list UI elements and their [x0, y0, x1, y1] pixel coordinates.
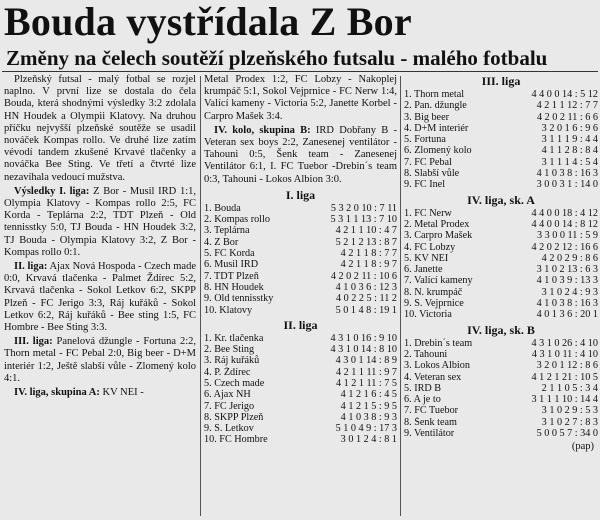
team-name: 8. N. krumpáč — [404, 286, 463, 298]
standings-table-liga-3 — [404, 89, 598, 191]
subheadline: Změny na čelech soutěží plzeňského futsalu - malého fotbalu — [6, 46, 548, 70]
team-name: 3. Lokos Albion — [404, 360, 470, 372]
team-name: 5. Fortuna — [404, 134, 446, 146]
table-row — [404, 100, 598, 111]
team-stats: 2 1 1 0 5 : 3 4 — [541, 382, 598, 394]
team-stats: 3 1 1 1 10 : 14 4 — [531, 394, 598, 406]
team-stats: 4 1 0 3 6 : 12 3 — [335, 281, 397, 293]
table-row — [204, 225, 397, 236]
team-name: 8. Slabší vůle — [404, 168, 460, 180]
table-row — [404, 383, 598, 394]
table-row — [404, 208, 598, 219]
team-stats: 4 3 1 0 16 : 9 10 — [330, 332, 397, 344]
team-name: 7. FC Tuebor — [404, 405, 459, 417]
table-row — [404, 349, 598, 360]
team-name: 4. P. Ždírec — [204, 366, 251, 378]
team-stats: 4 2 1 1 11 : 9 7 — [335, 366, 397, 378]
results-liga-2 — [4, 261, 196, 334]
team-stats: 3 1 0 2 13 : 6 3 — [536, 264, 598, 276]
table-row — [204, 423, 397, 434]
table-row — [404, 179, 598, 190]
results-label: III. liga: — [14, 336, 53, 348]
standings-table-liga-4a — [404, 208, 598, 321]
team-name: 4. D+M interiér — [404, 122, 469, 134]
team-name: 7. FC Pebal — [404, 156, 452, 168]
team-name: 9. FC Inel — [404, 179, 446, 191]
team-stats: 4 1 0 3 8 : 16 3 — [536, 298, 598, 310]
results-text: Panelová džungle - Fortuna 2:2, Thorn metal - FC Pebal 2:0, Big beer - D+M interiér 1:2, Ještě slabší vůle - Zlomený kolo 4:1. — [4, 336, 196, 384]
team-name: 1. Bouda — [204, 202, 241, 214]
table-row — [404, 405, 598, 416]
table-row — [204, 203, 397, 214]
article-column-1 — [4, 74, 196, 518]
team-stats: 5 0 1 4 8 : 19 1 — [335, 304, 397, 316]
table-row — [404, 372, 598, 383]
team-stats: 4 1 2 1 21 : 10 5 — [531, 371, 598, 383]
author-byline: (pap) — [571, 441, 594, 453]
table-row — [204, 333, 397, 344]
team-name: 9. S. Letkov — [204, 423, 254, 435]
standings-table-liga-1 — [204, 203, 397, 316]
team-name: 9. Ventilátor — [404, 428, 455, 440]
team-stats: 3 0 0 3 1 : 14 0 — [536, 179, 598, 191]
table-row — [404, 230, 598, 241]
team-name: 5. IRD B — [404, 382, 442, 394]
team-stats: 5 3 2 0 10 : 7 11 — [330, 202, 397, 214]
column-divider-1 — [200, 76, 201, 516]
team-stats: 4 0 2 2 5 : 11 2 — [335, 293, 397, 305]
team-stats: 4 2 0 2 11 : 10 6 — [330, 270, 397, 282]
article-column-2 — [204, 74, 397, 518]
header-rule — [2, 71, 598, 72]
team-name: 1. Kr. tlačenka — [204, 332, 264, 344]
table-row — [404, 309, 598, 320]
team-name: 4. Z Bor — [204, 236, 239, 248]
table-title-liga-4b: IV. liga, sk. B — [467, 322, 535, 337]
table-row — [404, 360, 598, 371]
team-stats: 3 0 1 2 4 : 8 1 — [340, 434, 397, 446]
team-name: 6. Ajax NH — [204, 389, 251, 401]
team-name: 3. Teplárna — [204, 225, 250, 237]
table-row — [204, 237, 397, 248]
team-stats: 4 3 1 0 26 : 4 10 — [531, 337, 598, 349]
team-stats: 4 1 2 1 6 : 4 5 — [340, 389, 397, 401]
team-name: 8. Šenk team — [404, 416, 457, 428]
table-row — [404, 298, 598, 309]
team-name: 2. Pan. džungle — [404, 100, 467, 112]
team-name: 2. Metal Prodex — [404, 218, 470, 230]
results-label: IV. kolo, skupina B: — [214, 124, 311, 136]
table-row — [204, 389, 397, 400]
table-row — [404, 287, 598, 298]
team-stats: 3 1 1 1 9 : 4 4 — [541, 134, 598, 146]
table-row — [204, 355, 397, 366]
column-divider-2 — [400, 76, 401, 516]
table-row — [404, 134, 598, 145]
team-name: 10. Klatovy — [204, 304, 253, 316]
team-stats: 4 1 2 1 11 : 7 5 — [335, 377, 397, 389]
team-stats: 5 1 0 4 9 : 17 3 — [335, 423, 397, 435]
results-liga-4a — [4, 387, 196, 399]
table-row — [404, 157, 598, 168]
team-name: 3. Ráj kuřáků — [204, 355, 260, 367]
team-name: 8. SKPP Plzeň — [204, 411, 264, 423]
team-name: 2. Tahouni — [404, 348, 448, 360]
table-row — [204, 344, 397, 355]
team-stats: 4 0 1 3 6 : 20 1 — [536, 309, 598, 321]
team-stats: 5 0 0 5 7 : 34 0 — [536, 428, 598, 440]
team-stats: 4 2 1 1 12 : 7 7 — [536, 100, 598, 112]
results-liga-1 — [4, 186, 196, 259]
results-text: Z Bor - Musil IRD 1:1, Olympia Klatovy - Kompas rollo 2:5, FC Korda - Teplárna 2:2, TDT Plzeň - Old tennisstky 5:0, TJ Bouda - HN Houdek 3:2, TJ Bouda - Olympia Klatovy 3:2, Z Bor - Kompas rollo 0:1. — [4, 185, 196, 258]
team-name: 5. Czech made — [204, 377, 265, 389]
team-name: 8. HN Houdek — [204, 281, 264, 293]
team-stats: 3 2 0 1 6 : 9 6 — [541, 122, 598, 134]
table-title-liga-2: II. liga — [283, 317, 318, 332]
team-name: 7. FC Jerigo — [204, 400, 255, 412]
results-liga-3 — [4, 336, 196, 385]
table-row — [404, 417, 598, 428]
team-name: 6. Musil IRD — [204, 259, 259, 271]
team-name: 7. TDT Plzeň — [204, 270, 259, 282]
table-row — [204, 271, 397, 282]
team-stats: 3 3 0 0 11 : 5 9 — [536, 230, 598, 242]
team-name: 1. Thorn metal — [404, 89, 465, 100]
team-stats: 4 3 1 0 11 : 4 10 — [531, 348, 598, 360]
table-row — [204, 412, 397, 423]
table-row — [204, 248, 397, 259]
team-name: 10. Victoria — [404, 309, 452, 321]
team-stats: 4 4 0 0 14 : 5 12 — [531, 89, 598, 100]
table-row — [404, 242, 598, 253]
table-row — [204, 378, 397, 389]
team-stats: 3 1 0 2 9 : 5 3 — [541, 405, 598, 417]
table-row — [204, 282, 397, 293]
table-row — [404, 253, 598, 264]
table-row — [404, 428, 598, 439]
table-row — [404, 168, 598, 179]
team-name: 4. FC Lobzy — [404, 241, 456, 253]
team-stats: 4 1 0 3 8 : 9 3 — [340, 411, 397, 423]
team-name: 7. Valící kameny — [404, 275, 473, 287]
team-name: 4. Veteran sex — [404, 371, 462, 383]
table-row — [404, 89, 598, 100]
team-name: 3. Carpro Mašek — [404, 230, 473, 242]
table-row — [204, 214, 397, 225]
team-stats: 4 3 0 1 14 : 8 9 — [335, 355, 397, 367]
team-stats: 4 2 0 2 9 : 8 6 — [541, 252, 598, 264]
standings-table-liga-2 — [204, 333, 397, 446]
table-row — [204, 401, 397, 412]
table-row — [204, 259, 397, 270]
results-liga-4b — [204, 125, 397, 186]
team-name: 6. A je to — [404, 394, 441, 406]
results-label: IV. liga, skupina A: — [14, 387, 100, 399]
table-row — [204, 293, 397, 304]
team-stats: 4 4 0 0 14 : 8 12 — [531, 218, 598, 230]
team-name: 5. KV NEI — [404, 252, 449, 264]
team-stats: 4 2 1 1 8 : 7 7 — [340, 248, 397, 260]
team-stats: 4 2 1 1 10 : 4 7 — [335, 225, 397, 237]
team-name: 1. FC Nerw — [404, 207, 452, 219]
team-name: 9. S. Vejprnice — [404, 298, 464, 310]
table-title-liga-4a: IV. liga, sk. A — [467, 192, 535, 207]
team-name: 6. Janette — [404, 264, 443, 276]
table-row — [404, 145, 598, 156]
team-stats: 5 2 1 2 13 : 8 7 — [335, 236, 397, 248]
team-stats: 4 1 1 2 8 : 8 4 — [541, 145, 598, 157]
team-stats: 3 1 0 2 7 : 8 3 — [541, 416, 598, 428]
team-name: 6. Zlomený kolo — [404, 145, 472, 157]
standings-table-liga-4b — [404, 338, 598, 440]
table-row — [204, 434, 397, 445]
team-stats: 3 1 0 2 4 : 9 3 — [541, 286, 598, 298]
article-intro: Plzeňský futsal - malý fotbal se rozjel naplno. V první lize se dostala do čela Bouda, která shodnými výsledky 3:2 zdolala HN Houdek a Olympii Klatovy. Na druhou příčku nejvyšší plzeňské soutěže se usadil nováček Kompas rollo. Ve druhé lize zatím vévodí tandem zkušené Krvavé tlačenky a nováčka Bee Sting. Ve třetí a čtvrté lize nezavíhala vedoucí mužstva. — [4, 74, 196, 183]
table-row — [204, 305, 397, 316]
team-name: 5. FC Korda — [204, 248, 255, 260]
team-name: 9. Old tennisstky — [204, 293, 274, 305]
team-name: 2. Bee Sting — [204, 344, 255, 356]
table-row — [404, 112, 598, 123]
results-label: II. liga: — [14, 261, 48, 273]
table-row — [404, 394, 598, 405]
team-name: 1. Drebin´s team — [404, 337, 473, 349]
team-stats: 4 2 0 2 11 : 6 6 — [536, 111, 598, 123]
table-row — [404, 275, 598, 286]
article-column-3 — [404, 74, 598, 518]
team-stats: 5 3 1 1 13 : 7 10 — [330, 214, 397, 226]
table-row — [404, 338, 598, 349]
table-row — [404, 123, 598, 134]
table-row — [404, 219, 598, 230]
team-stats: 4 2 0 2 12 : 16 6 — [531, 241, 598, 253]
team-name: 3. Big beer — [404, 111, 449, 123]
table-title-liga-3: III. liga — [481, 74, 521, 88]
results-text: KV NEI - — [99, 387, 144, 399]
table-row — [204, 367, 397, 378]
results-liga-4a-continued: Metal Prodex 1:2, FC Lobzy - Nakoplej krumpáč 5:1, Sokol Vejprnice - FC Nerw 1:4, Valící kameny - Victoria 5:2, Janette Korbel - Carpro Mašek 3:4. — [204, 74, 397, 122]
team-stats: 4 1 0 3 8 : 16 3 — [536, 168, 598, 180]
team-stats: 4 2 1 1 8 : 9 7 — [340, 259, 397, 271]
results-text: Ajax Nová Hospoda - Czech made 0:0, Krvavá tlačenka - Palmet Ždírec 5:2, Krvavá tlačenka - Sokol Letkov 6:2, SKPP Plzeň - FC Jerigo 3:3, Ráj kuřáků - Sokol Letkov 6:2, Ráj kuřáků - Bee sting 1:5, FC Hombre - Bee Sting 3:3. — [4, 261, 196, 334]
team-stats: 4 1 0 3 9 : 13 3 — [536, 275, 598, 287]
results-label: Výsledky I. liga: — [14, 185, 90, 197]
team-stats: 4 3 1 0 14 : 8 10 — [330, 344, 397, 356]
team-stats: 4 1 2 1 5 : 9 5 — [340, 400, 397, 412]
team-name: 2. Kompas rollo — [204, 214, 270, 226]
team-stats: 3 1 1 1 4 : 5 4 — [541, 156, 598, 168]
table-title-liga-1: I. liga — [285, 187, 316, 202]
team-stats: 4 4 0 0 18 : 4 12 — [531, 207, 598, 219]
headline: Bouda vystřídala Z Bor — [4, 0, 412, 44]
team-name: 10. FC Hombre — [204, 434, 268, 446]
table-row — [404, 264, 598, 275]
team-stats: 3 2 0 1 12 : 8 6 — [536, 360, 598, 372]
results-text: IRD Dobřany B - Veteran sex boys 2:2, Zanesenej ventilátor - Tahouni 0:5, Šenk team - Zanesenej Ventilátor 6:1, I. FC Tuebor -Drebin´s team 0:3, Tahouni - Lokos Albion 3:0. — [204, 124, 397, 185]
